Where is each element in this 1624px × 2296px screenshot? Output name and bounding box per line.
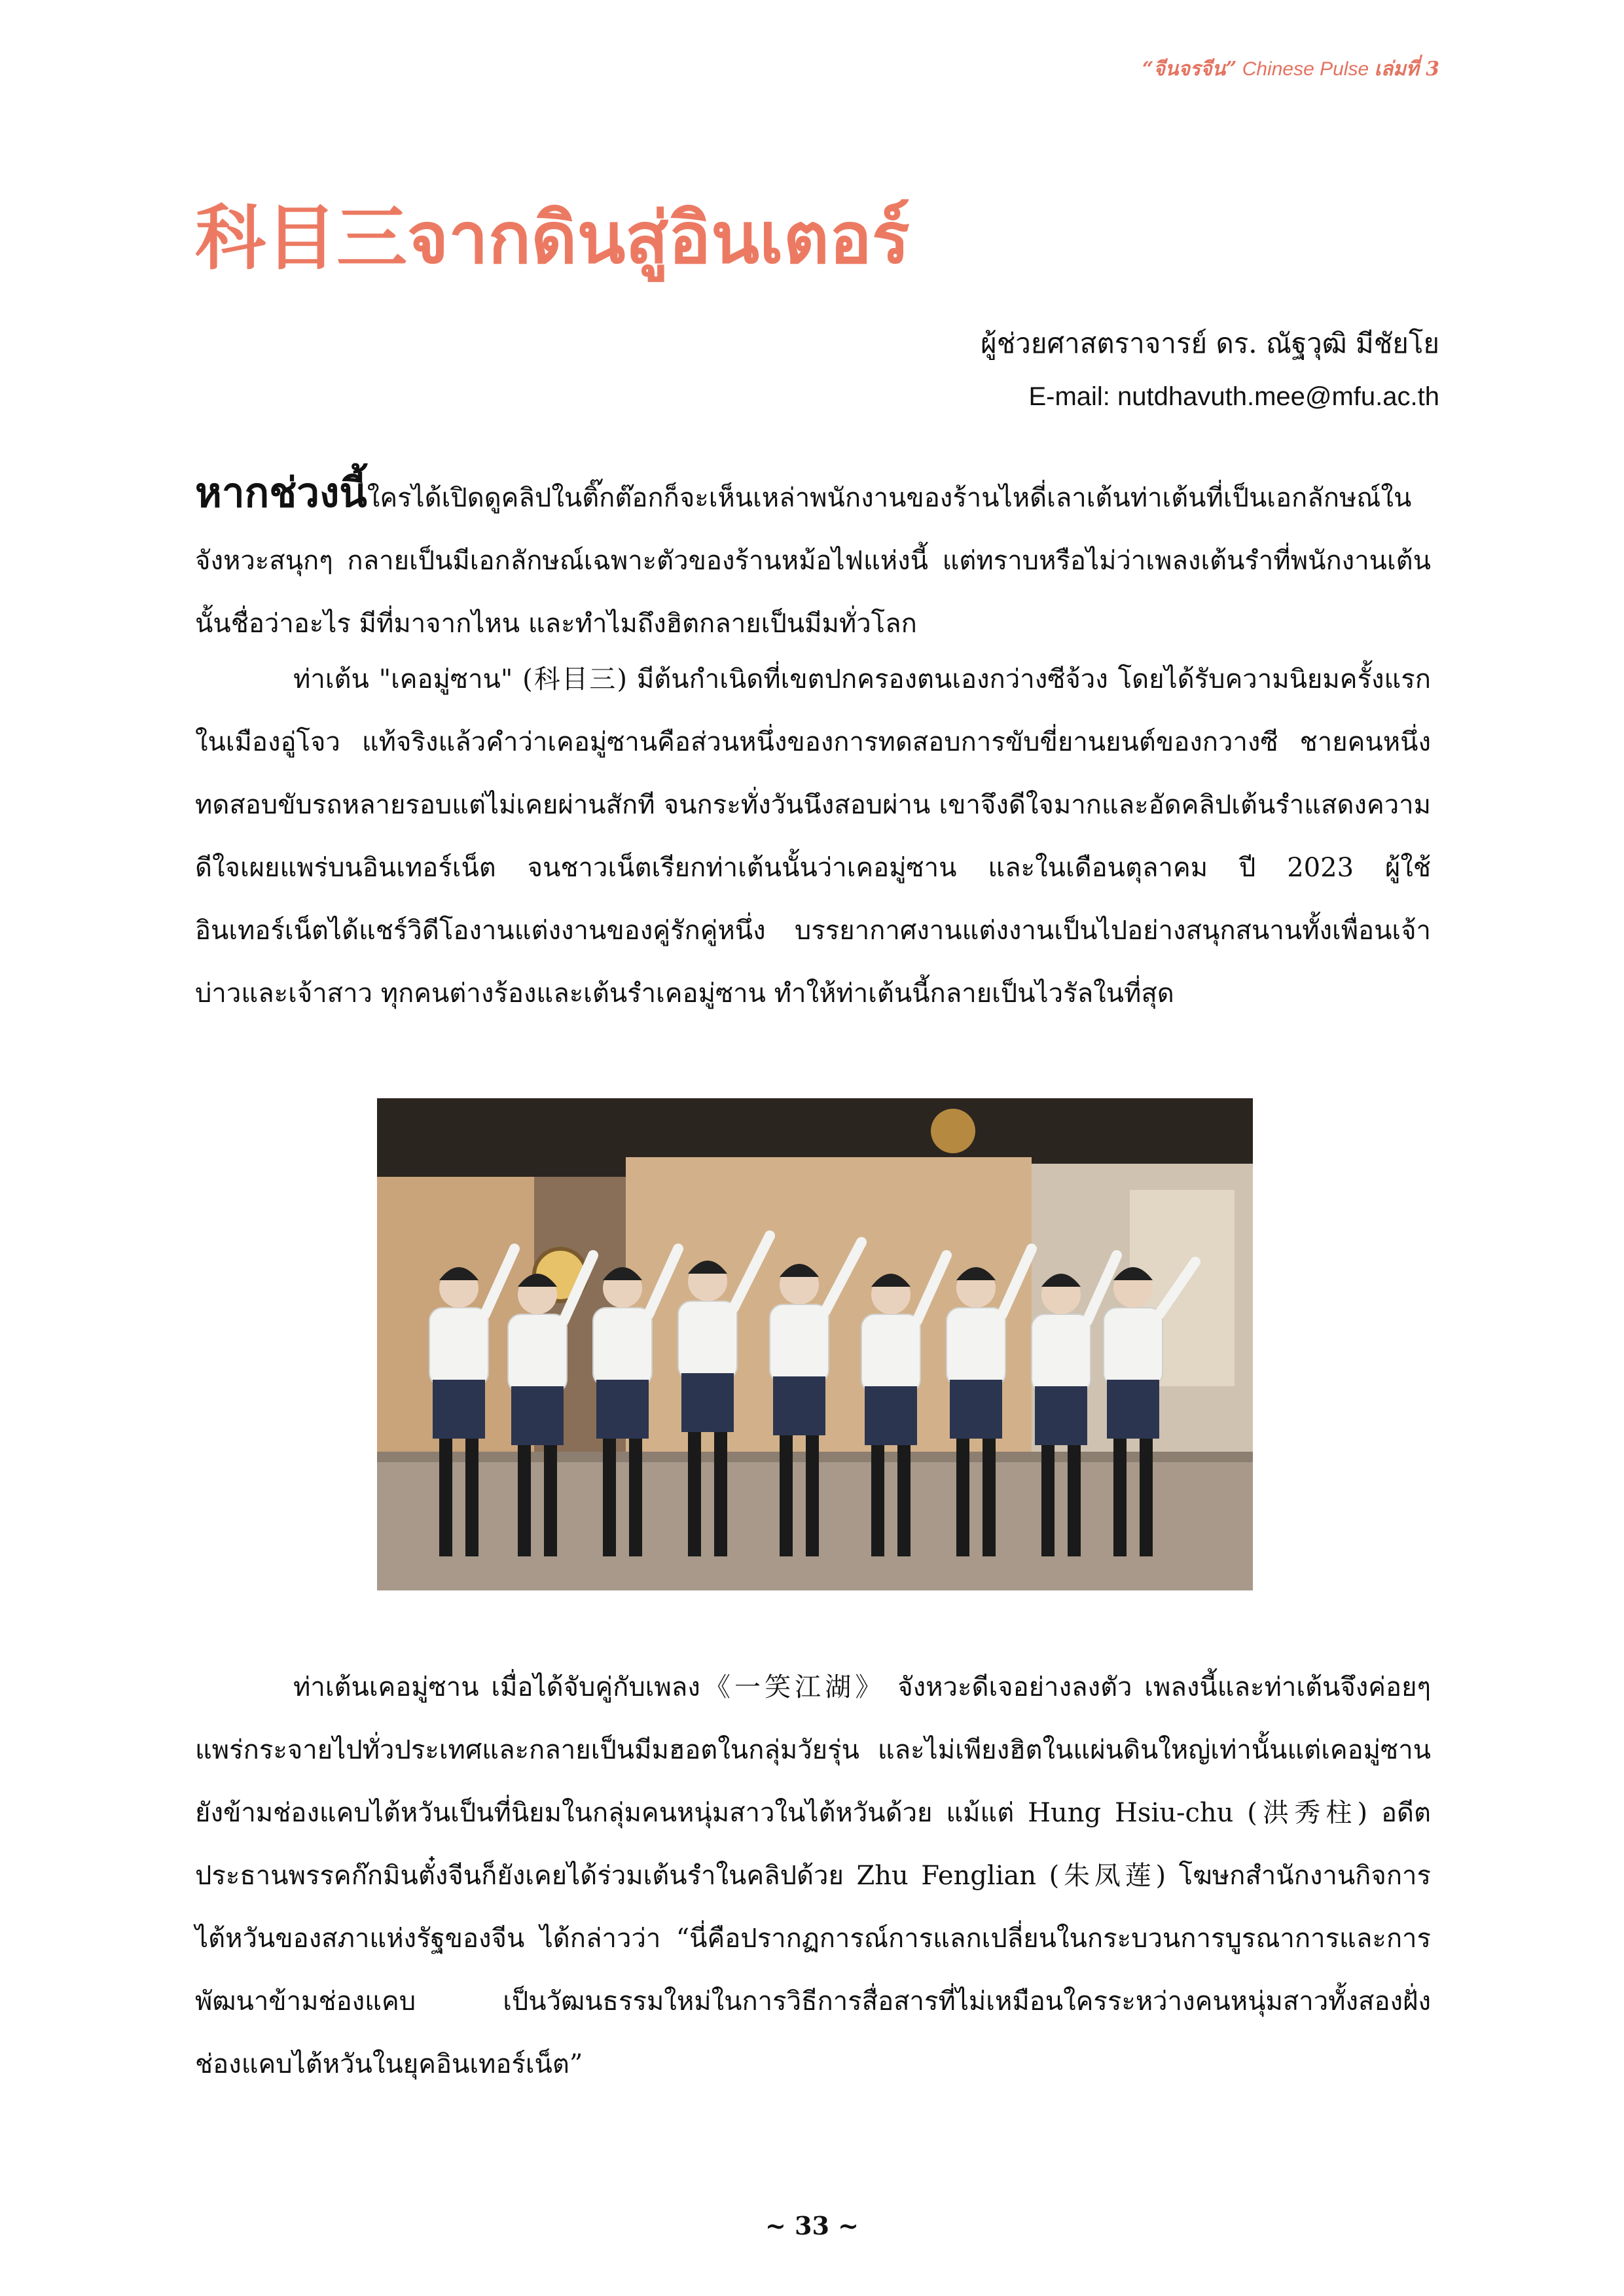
paragraph-intro <box>195 461 1431 655</box>
paragraph-origin: ท่าเต้น "เคอมู่ซาน" (科目三) มีต้นกำเนิดที่เขตปกครองตนเองกว่างซีจ้วง โดยได้รับความนิยมครั้งแรกในเมืองอู่โจว แท้จริงแล้วคำว่าเคอมู่ซานคือส่วนหนึ่งของการทดสอบการขับขี่ยานยนต์ของกวางซี ชายคนหนึ่งทดสอบขับรถหลายรอบแต่ไม่เคยผ่านสักที จนกระทั่งวันนึงสอบผ่าน เขาจึงดีใจมากและอัดคลิปเต้นรำแสดงความดีใจเผยแพร่บนอินเทอร์เน็ต จนชาวเน็ตเรียกท่าเต้นนั้นว่าเคอมู่ซาน และในเดือนตุลาคม ปี 2023 ผู้ใช้อินเทอร์เน็ตได้แชร์วิดีโองานแต่งงานของคู่รักคู่หนึ่ง บรรยากาศงานแต่งงานเป็นไปอย่างสนุกสนานทั้งเพื่อนเจ้าบ่าวและเจ้าสาว ทุกคนต่างร้องและเต้นรำเคอมู่ซาน ทำให้ท่าเต้นนี้กลายเป็นไวรัลในที่สุด <box>195 664 1431 1009</box>
magazine-name-thai: “จีนจรจีน” <box>1142 58 1237 81</box>
author-email: E-mail: nutdhavuth.mee@mfu.ac.th <box>1028 382 1439 411</box>
paragraph-spread: ท่าเต้นเคอมู่ซาน เมื่อได้จับคู่กับเพลง《一笑江湖》 จังหวะดีเจอย่างลงตัว เพลงนี้และท่าเต้นจึงค่อยๆ แพร่กระจายไปทั่วประเทศและกลายเป็นมีมฮอตในกลุ่มวัยรุ่น และไม่เพียงฮิตในแผ่นดินใหญ่เท่านั้นแต่เคอมู่ซานยังข้ามช่องแคบไต้หวันเป็นที่นิยมในกลุ่มคนหนุ่มสาวในไต้หวันด้วย แม้แต่ Hung Hsiu-chu (洪秀柱) อดีตประธานพรรคก๊กมินตั๋งจีนก็ยังเคยได้ร่วมเต้นรำในคลิปด้วย Zhu Fenglian (朱凤莲) โฆษกสำนักงานกิจการไต้หวันของสภาแห่งรัฐของจีน ได้กล่าวว่า “นี่คือปรากฏการณ์การแลกเปลี่ยนในกระบวนการบูรณาการและการพัฒนาข้ามช่องแคบ เป็นวัฒนธรรมใหม่ในการวิธีการสื่อสารที่ไม่เหมือนใครระหว่างคนหนุ่มสาวทั้งสองฝั่งช่องแคบไต้หวันในยุคอินเทอร์เน็ต” <box>195 1672 1431 2079</box>
dancing-staff-photo <box>377 1098 1253 1590</box>
issue-number: เล่มที่ 3 <box>1374 58 1439 81</box>
paragraph-intro-body: ใครได้เปิดดูคลิปในติ๊กต๊อกก็จะเห็นเหล่าพนักงานของร้านไหดี่เลาเต้นท่าเต้นที่เป็นเอกลักษณ์ในจังหวะสนุกๆ กลายเป็นมีเอกลักษณ์เฉพาะตัวของร้านหม้อไฟแห่งนี้ แต่ทราบหรือไม่ว่าเพลงเต้นรำที่พนักงานเต้นนั้นชื่อว่าอะไร มีที่มาจากไหน และทำไมถึงฮิตกลายเป็นมีมทั่วโลก <box>195 483 1431 639</box>
article-title: 科目三จากดินสู่อินเตอร์ <box>195 197 910 279</box>
running-header <box>1142 54 1439 84</box>
magazine-name-english: Chinese Pulse <box>1236 58 1375 80</box>
page-number: ~ 33 ~ <box>765 2211 859 2240</box>
author-name: ผู้ช่วยศาสตราจารย์ ดร. ณัฐวุฒิ มีชัยโย <box>981 327 1439 359</box>
paragraph-lead-words: หากช่วงนี้ <box>195 469 367 516</box>
